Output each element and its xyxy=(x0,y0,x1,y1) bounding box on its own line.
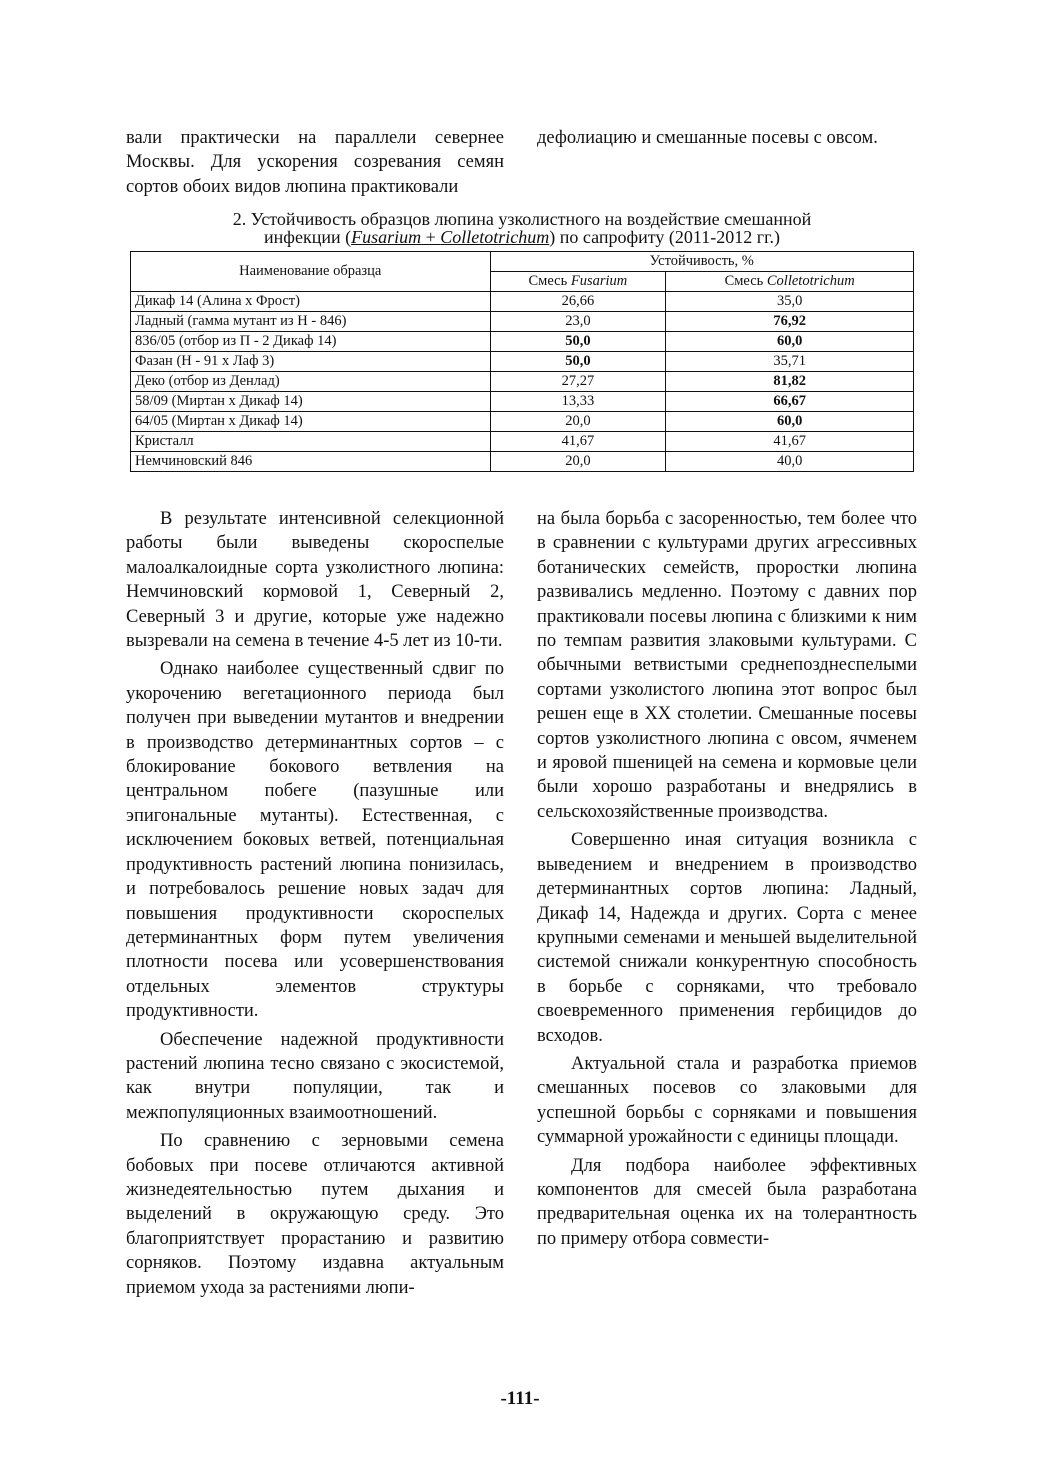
sample-name: Ладный (гамма мутант из Н - 846) xyxy=(131,312,491,332)
body-paragraph: Совершенно иная ситуация возникла с выведением и внедрением в производство детерминантных сортов люпина: Ладный, Дикаф 14, Надежда и других. Сорта с менее крупными семенами и меньшей выделительной системой снижали конкурентную способность в борьбе с сорняками, что требовало своевременного применения гербицидов до всходов. xyxy=(537,830,917,1046)
table-row xyxy=(131,392,914,412)
sample-name: Кристалл xyxy=(131,432,491,452)
sample-name: 64/05 (Миртан х Дикаф 14) xyxy=(131,412,491,432)
colletotrichum-value: 66,67 xyxy=(666,392,914,412)
sample-name: 836/05 (отбор из П - 2 Дикаф 14) xyxy=(131,332,491,352)
fusarium-value: 20,0 xyxy=(490,452,666,472)
top-left-column xyxy=(126,126,504,199)
body-paragraph: В результате интенсивной селекционной работы были выведены скороспелые малоалкалоидные сорта узколистного люпина: Немчиновский кормовой 1, Северный 2, Северный 3 и другие, которые уже надежно вызревали на семена в течение 4-5 лет из 10-ти. xyxy=(126,509,504,652)
page-number: -111- xyxy=(500,1388,540,1409)
header-colletotrichum-mix xyxy=(666,272,914,292)
caption-plus: + xyxy=(421,227,441,247)
table-caption xyxy=(130,210,914,246)
table-row xyxy=(131,332,914,352)
fusarium-value: 50,0 xyxy=(490,332,666,352)
table-row xyxy=(131,372,914,392)
body-paragraph: Актуальной стала и разработка приемов смешанных посевов со злаковыми для успешной борьбы с сорняками и повышения суммарной урожайности с единицы площади. xyxy=(537,1053,917,1148)
colletotrichum-value: 41,67 xyxy=(666,432,914,452)
colletotrichum-value: 35,71 xyxy=(666,352,914,372)
sample-name: 58/09 (Миртан х Дикаф 14) xyxy=(131,392,491,412)
header-sub1-prefix: Смесь xyxy=(528,273,571,289)
table-row xyxy=(131,412,914,432)
table-row xyxy=(131,312,914,332)
header-sub1-italic: Fusarium xyxy=(570,273,628,289)
sample-name: Дикаф 14 (Алина х Фрост) xyxy=(131,292,491,312)
table-row xyxy=(131,432,914,452)
header-fusarium-mix xyxy=(490,272,666,292)
table-caption-line-2 xyxy=(130,228,914,246)
body-paragraph: на была борьба с засоренностью, тем более что в сравнении с культурами других агрессивных ботанических семейств, проростки люпина развивались медленно. Поэтому с давних пор практиковали посевы люпина с близкими к ним по темпам развития злаковыми культурами. С обычными ветвистыми среднепозднеспелыми сортами узколистого люпина этот вопрос был решен еще в XX столетии. Смешанные посевы сортов узколистного люпина с овсом, ячменем и яровой пшеницей на семена и кормовые цели были хорошо разработаны и внедрялись в сельскохозяйственные производства. xyxy=(537,509,917,822)
table-caption-line-1: 2. Устойчивость образцов люпина узколистного на воздействие смешанной xyxy=(232,209,812,229)
body-paragraph: Для подбора наиболее эффективных компонентов для смесей была разработана предварительная оценка их на толерантность по примеру отбора совмести- xyxy=(537,1155,917,1249)
fusarium-value: 50,0 xyxy=(490,352,666,372)
sample-name: Деко (отбор из Денлад) xyxy=(131,372,491,392)
header-sample-name: Наименование образца xyxy=(131,252,491,292)
fusarium-value: 23,0 xyxy=(490,312,666,332)
table-row xyxy=(131,352,914,372)
body-paragraph: По сравнению с зерновыми семена бобовых при посеве отличаются активной жизнедеятельностью путем дыхания и выделений в окружающую среду. Это благоприятствует прорастанию и развитию сорняков. Поэтому издавна актуальным приемом ухода за растениями люпи- xyxy=(126,1131,504,1298)
top-right-column xyxy=(537,126,917,150)
caption-text-end: ) по сапрофиту (2011-2012 гг.) xyxy=(549,227,780,247)
table-row xyxy=(131,452,914,472)
fusarium-value: 41,67 xyxy=(490,432,666,452)
colletotrichum-value: 40,0 xyxy=(666,452,914,472)
colletotrichum-value: 60,0 xyxy=(666,412,914,432)
caption-fusarium: Fusarium xyxy=(351,227,422,247)
colletotrichum-value: 81,82 xyxy=(666,372,914,392)
caption-text: инфекции ( xyxy=(264,227,352,247)
top-left-paragraph: вали практически на параллели севернее Москвы. Для ускорения созревания семян сортов обоих видов люпина практиковали xyxy=(126,128,504,197)
body-paragraph: Обеспечение надежной продуктивности растений люпина тесно связано с экосистемой, как внутри популяции, так и межпопуляционных взаимоотношений. xyxy=(126,1029,504,1123)
header-sub2-prefix: Смесь xyxy=(724,273,767,289)
table-row xyxy=(131,292,914,312)
header-resistance: Устойчивость, % xyxy=(490,252,914,272)
body-right-column xyxy=(537,507,917,1251)
resistance-table xyxy=(130,251,914,472)
sample-name: Немчиновский 846 xyxy=(131,452,491,472)
fusarium-value: 26,66 xyxy=(490,292,666,312)
sample-name: Фазан (Н - 91 х Лаф 3) xyxy=(131,352,491,372)
colletotrichum-value: 35,0 xyxy=(666,292,914,312)
fusarium-value: 27,27 xyxy=(490,372,666,392)
colletotrichum-value: 60,0 xyxy=(666,332,914,352)
header-sub2-italic: Colletotrichum xyxy=(766,273,855,289)
fusarium-value: 13,33 xyxy=(490,392,666,412)
fusarium-value: 20,0 xyxy=(490,412,666,432)
body-left-column xyxy=(126,507,504,1300)
caption-colletotrichum: Colletotrichum xyxy=(440,227,550,247)
top-right-paragraph: дефолиацию и смешанные посевы с овсом. xyxy=(537,128,878,148)
body-paragraph: Однако наиболее существенный сдвиг по укорочению вегетационного периода был получен при выведении мутантов и внедрении в производство детерминантных сортов – с блокирование бокового ветвления на центральном побеге (пазушные или эпигональные мутанты). Естественная, с исключением боковых ветвей, потенциальная продуктивность растений люпина понизилась, и потребовалось решение новых задач для повышения продуктивности скороспелых детерминантных форм путем увеличения плотности посева или усовершенствования отдельных элементов структуры продуктивности. xyxy=(126,659,504,1022)
colletotrichum-value: 76,92 xyxy=(666,312,914,332)
